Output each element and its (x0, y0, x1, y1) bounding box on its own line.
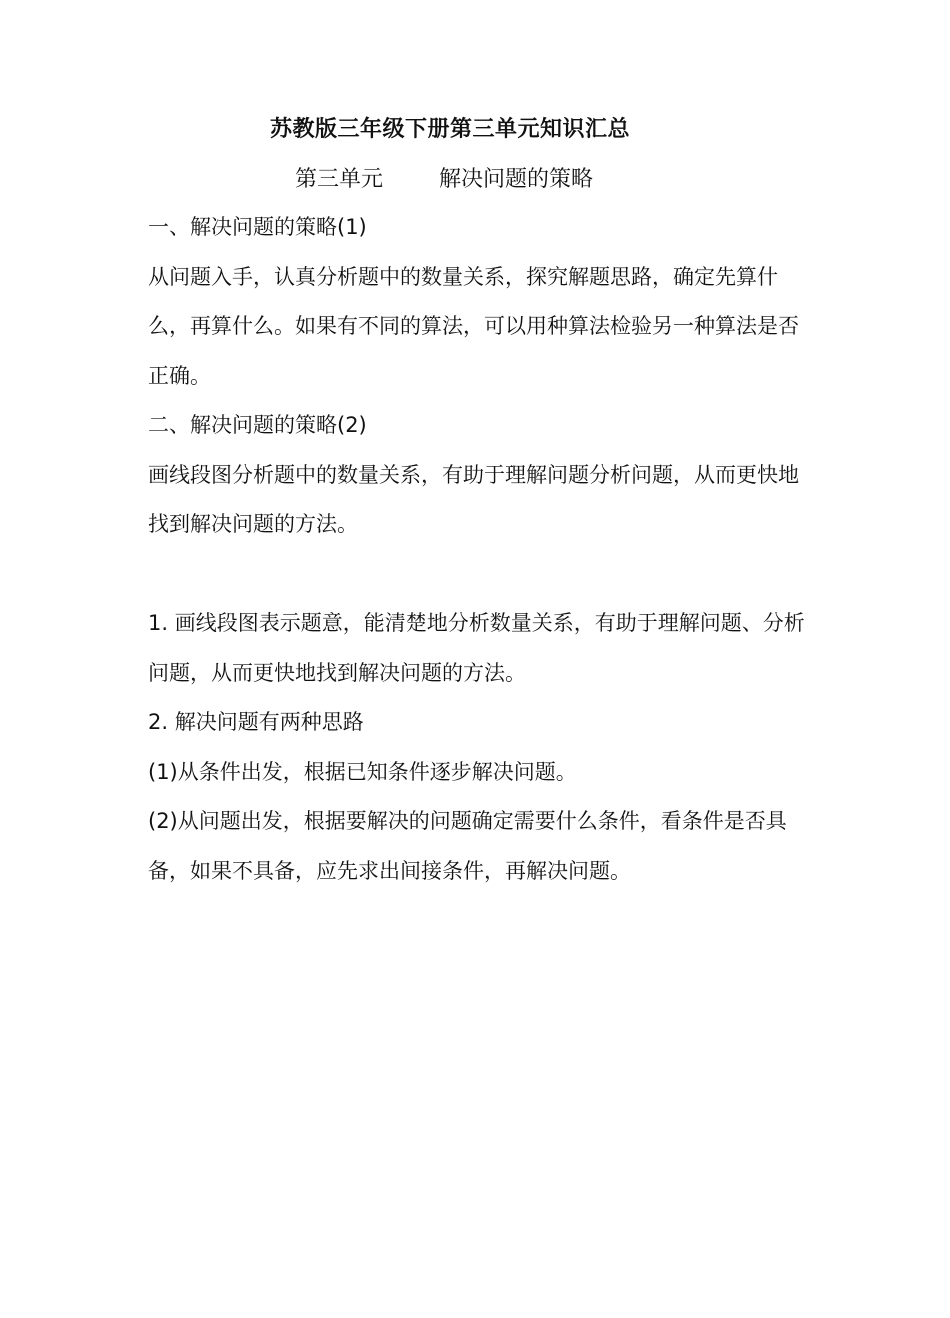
unit-heading (0, 162, 888, 193)
summary-sections (148, 203, 813, 550)
unit-topic: 解决问题的策略 (439, 167, 594, 192)
point-1: 1. 画线段图表示题意，能清楚地分析数量关系，有助于理解问题、分析问题，从而更快地找到解决问题的方法。 (148, 611, 805, 685)
unit-label: 第三单元 (294, 167, 383, 192)
point-2b: (2)从问题出发，根据要解决的问题确定需要什么条件，看条件是否具备，如果不具备，应先求出间接条件，再解决问题。 (148, 809, 787, 883)
document-title: 苏教版三年级下册第三单元知识汇总 (269, 117, 630, 142)
section-1-heading: 一、解决问题的策略(1) (148, 215, 367, 239)
section-2-heading: 二、解决问题的策略(2) (148, 413, 367, 437)
section-2-text: 画线段图分析题中的数量关系，有助于理解问题分析问题，从而更快地找到解决问题的方法。 (148, 462, 799, 536)
key-points (148, 599, 813, 896)
point-2: 2. 解决问题有两种思路 (148, 710, 364, 734)
point-2a: (1)从条件出发，根据已知条件逐步解决问题。 (148, 759, 577, 784)
page-footer-cropped (70, 1308, 880, 1318)
section-1-text: 从问题入手，认真分析题中的数量关系，探究解题思路，确定先算什么，再算什么。如果有不同的算法，可以用种算法检验另一种算法是否正确。 (148, 264, 799, 388)
